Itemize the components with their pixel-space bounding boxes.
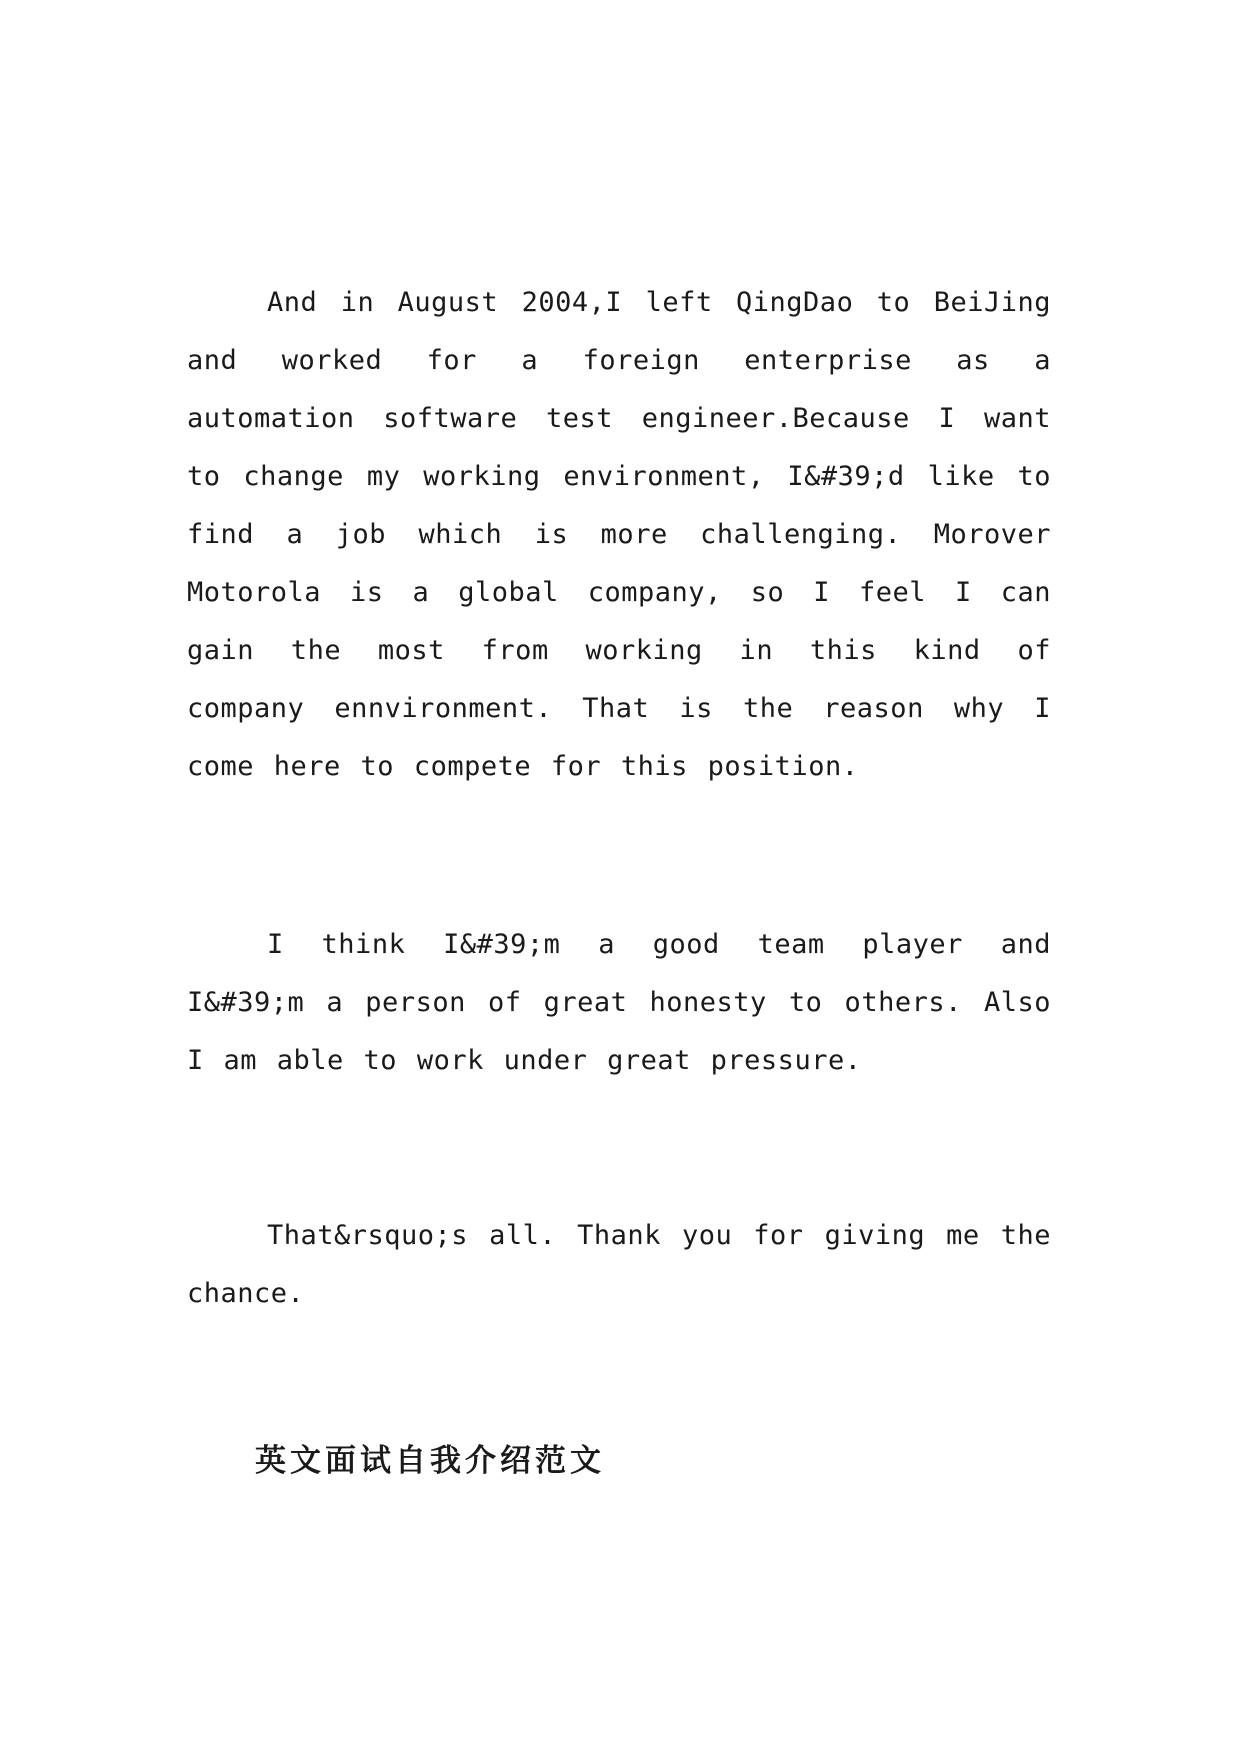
paragraph-work-history: And in August 2004,I left QingDao to BeiJing and worked for a foreign enterprise as a automation software test engineer.Because I want to change my working environment, I&#39;d like to find a job which is more challenging. Morover Motorola is a global company, so I feel I can gain the most from working in this kind of company ennvironment. That is the reason why I come here to compete for this position. [187, 287, 1051, 782]
paragraph-closing: That&rsquo;s all. Thank you for giving me the chance. [187, 1220, 1051, 1309]
paragraph-team-player: I think I&#39;m a good team player and I&#39;m a person of great honesty to others. Also I am able to work under great pressure. [187, 929, 1051, 1076]
section-heading: 英文面试自我介绍范文 [255, 1443, 605, 1479]
